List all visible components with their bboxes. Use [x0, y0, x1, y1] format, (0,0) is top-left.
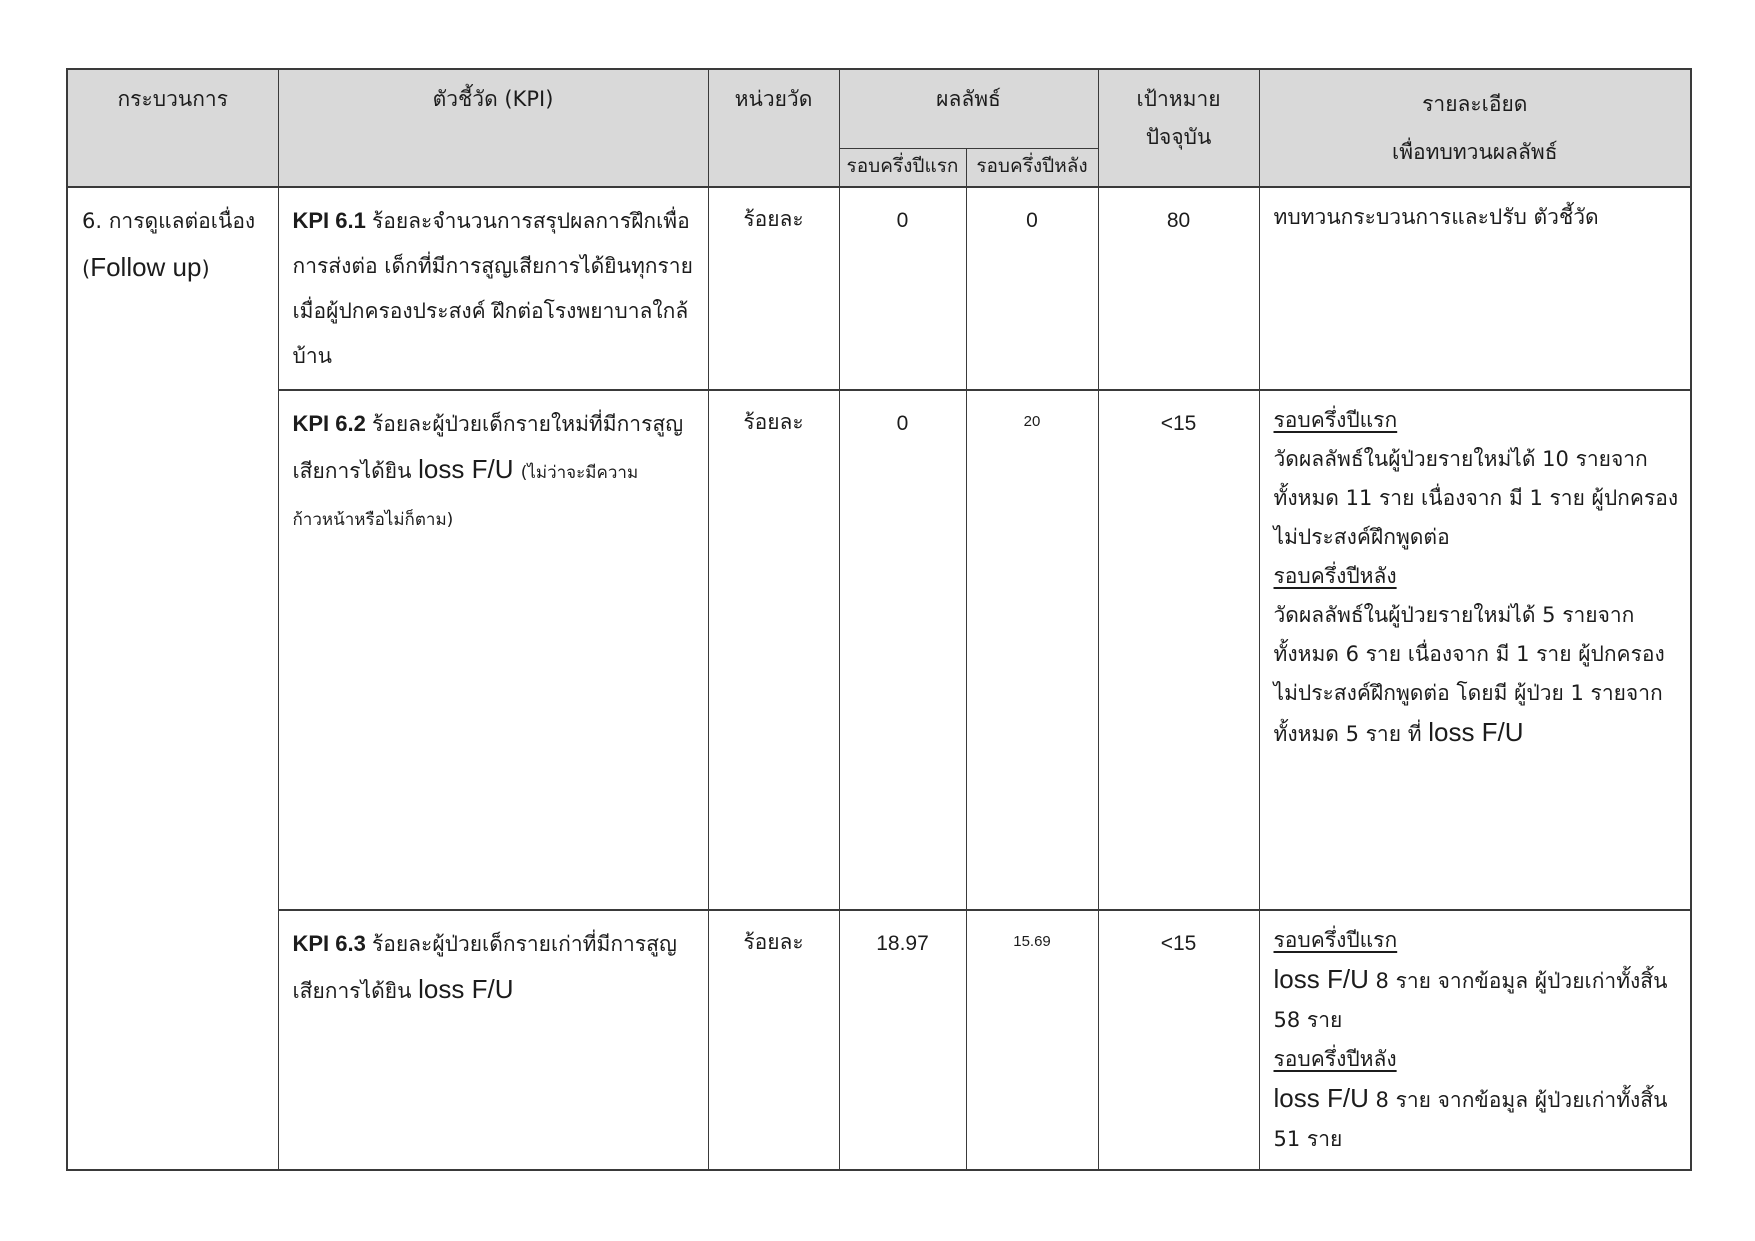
header-row-top [67, 69, 1691, 148]
header-kpi: ตัวชี้วัด (KPI) [278, 69, 708, 187]
kpi-6-3-description [278, 910, 708, 1170]
table-row-kpi-6-2 [67, 390, 1691, 910]
kpi-table [66, 68, 1692, 1171]
text-line [1274, 401, 1683, 440]
text-segment: loss F/U [1273, 1083, 1369, 1113]
header-result-second-half: รอบครึ่งปีหลัง [966, 148, 1098, 187]
kpi-6-3-result-first: 18.97 [839, 910, 966, 1170]
header-unit: หน่วยวัด [708, 69, 839, 187]
text-segment: รอบครึ่งปีหลัง [1273, 564, 1397, 588]
text-segment: รอบครึ่งปีหลัง [1273, 1047, 1397, 1071]
table-row-kpi-6-3 [67, 910, 1691, 1170]
header-detail-line1: รายละเอียด [1422, 92, 1528, 116]
text-line [1274, 440, 1683, 557]
kpi-6-1-target: 80 [1098, 187, 1259, 390]
text-segment: ร้อยละจำนวนการสรุปผลการฝึกเพื่อการส่งต่อ เด็กที่มีการสูญเสียการได้ยินทุกราย เมื่อผู้ปกครองประสงค์ ฝึกต่อโรงพยาบาลใกล้บ้าน [292, 209, 693, 368]
text-segment: KPI 6.1 [292, 208, 372, 233]
text-segment: รอบครึ่งปีแรก [1273, 928, 1398, 952]
text-line [1274, 557, 1683, 596]
process-cell [67, 187, 278, 1170]
text-segment: loss F/U [418, 454, 521, 484]
kpi-6-1-description [278, 187, 708, 390]
text-line [293, 401, 698, 543]
text-segment: วัดผลลัพธ์ในผู้ป่วยรายใหม่ได้ 10 รายจากทั้งหมด 11 ราย เนื่องจาก มี 1 ราย ผู้ปกครอง ไม่ประสงค์ฝึกพูดต่อ [1273, 447, 1679, 549]
text-line [1274, 596, 1683, 754]
text-segment: loss F/U [418, 974, 514, 1004]
header-process: กระบวนการ [67, 69, 278, 187]
text-segment: ) [201, 257, 210, 281]
table-row-kpi-6-1 [67, 187, 1691, 390]
text-line [1274, 960, 1683, 1040]
text-segment: Follow up [90, 252, 202, 282]
text-segment: (ไม่ว่าจะมีความก้าวหน้าหรือไม่ก็ตาม) [292, 463, 639, 530]
header-detail-line2: เพื่อทบทวนผลลัพธ์ [1392, 140, 1558, 164]
kpi-6-2-details [1259, 390, 1691, 910]
text-line [82, 244, 266, 292]
kpi-6-3-details [1259, 910, 1691, 1170]
kpi-6-2-unit: ร้อยละ [708, 390, 839, 910]
text-segment: รอบครึ่งปีแรก [1273, 408, 1398, 432]
text-segment: วัดผลลัพธ์ในผู้ป่วยรายใหม่ได้ 5 รายจากทั้งหมด 6 ราย เนื่องจาก มี 1 ราย ผู้ปกครอง ไม่ประสงค์ฝึกพูดต่อ โดยมี ผู้ป่วย 1 รายจากทั้งหมด 5 ราย ที่ [1273, 603, 1665, 746]
text-line [1274, 1040, 1683, 1079]
text-segment: 8 ราย จากข้อมูล ผู้ป่วยเก่าทั้งสิ้น 58 ราย [1273, 969, 1668, 1032]
kpi-6-3-unit: ร้อยละ [708, 910, 839, 1170]
kpi-6-3-target: <15 [1098, 910, 1259, 1170]
kpi-6-2-target: <15 [1098, 390, 1259, 910]
kpi-6-2-result-second: 20 [966, 390, 1098, 910]
text-segment: loss F/U [1428, 717, 1524, 747]
text-segment: 6. การดูแลต่อเนื่อง [82, 209, 256, 233]
text-line [1274, 921, 1683, 960]
header-detail [1259, 69, 1691, 187]
text-segment: 8 ราย จากข้อมูล ผู้ป่วยเก่าทั้งสิ้น 51 ราย [1273, 1088, 1668, 1151]
text-segment: ( [82, 257, 91, 281]
text-segment: KPI 6.2 [292, 411, 372, 436]
kpi-6-2-result-first: 0 [839, 390, 966, 910]
text-segment: ทบทวนกระบวนการและปรับ ตัวชี้วัด [1273, 205, 1599, 229]
text-line [1274, 1079, 1683, 1159]
kpi-6-1-details [1259, 187, 1691, 390]
kpi-6-1-result-second: 0 [966, 187, 1098, 390]
text-line [82, 198, 266, 244]
kpi-6-1-unit: ร้อยละ [708, 187, 839, 390]
text-segment: ร้อยละผู้ป่วยเด็กรายเก่าที่มีการสูญเสียการได้ยิน [292, 932, 677, 1003]
text-line [293, 921, 698, 1014]
kpi-6-3-result-second: 15.69 [966, 910, 1098, 1170]
kpi-6-2-description [278, 390, 708, 910]
text-segment: loss F/U [1273, 964, 1369, 994]
text-line [293, 198, 698, 379]
header-result-first-half: รอบครึ่งปีแรก [839, 148, 966, 187]
text-segment: KPI 6.3 [292, 931, 372, 956]
text-segment: ร้อยละผู้ป่วยเด็กรายใหม่ที่มีการสูญเสียการได้ยิน [292, 412, 684, 483]
text-line [1274, 198, 1683, 237]
header-result: ผลลัพธ์ [839, 69, 1098, 148]
kpi-6-1-result-first: 0 [839, 187, 966, 390]
header-target: เป้าหมายปัจจุบัน [1098, 69, 1259, 187]
